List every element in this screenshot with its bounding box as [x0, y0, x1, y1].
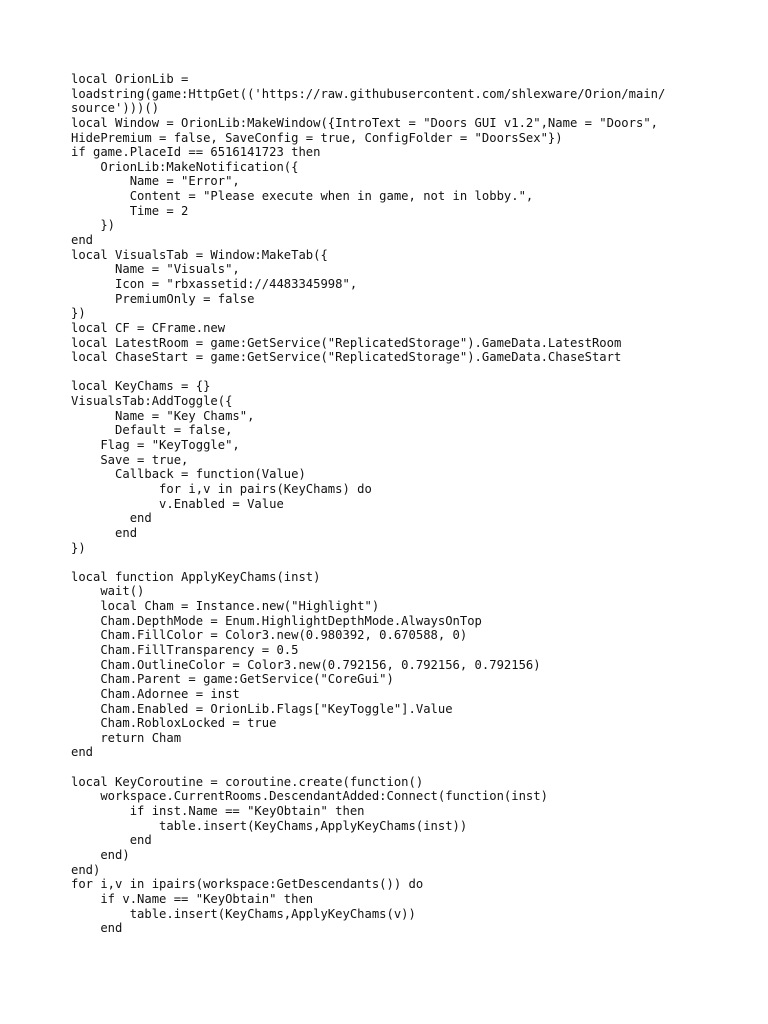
code-line: Cham.Parent = game:GetService("CoreGui") [71, 672, 394, 687]
code-line [71, 760, 731, 775]
code-line: Time = 2 [71, 203, 189, 218]
code-line: v.Enabled = Value [71, 496, 284, 511]
code-line: table.insert(KeyChams,ApplyKeyChams(v)) [71, 906, 416, 921]
code-line: end [71, 233, 94, 248]
code-line [71, 555, 731, 570]
code-line: local CF = CFrame.new [71, 320, 226, 335]
code-line: PremiumOnly = false [71, 291, 255, 306]
code-line: source')))() [71, 101, 160, 116]
code-line: end [71, 833, 152, 848]
code-line: Cham.Enabled = OrionLib.Flags["KeyToggle"].Value [71, 701, 453, 716]
code-line: Name = "Key Chams", [71, 408, 255, 423]
code-line: Cham.RobloxLocked = true [71, 716, 277, 731]
code-line: Flag = "KeyToggle", [71, 438, 240, 453]
code-line: HidePremium = false, SaveConfig = true, ConfigFolder = "DoorsSex"}) [71, 130, 563, 145]
code-line: return Cham [71, 730, 182, 745]
code-line: }) [71, 218, 116, 233]
code-line: local VisualsTab = Window:MakeTab({ [71, 247, 328, 262]
code-line: workspace.CurrentRooms.DescendantAdded:Connect(function(inst) [71, 789, 548, 804]
code-line: }) [71, 540, 86, 555]
code-line: local LatestRoom = game:GetService("ReplicatedStorage").GameData.LatestRoom [71, 335, 622, 350]
code-line: table.insert(KeyChams,ApplyKeyChams(inst)) [71, 818, 468, 833]
code-line: local KeyChams = {} [71, 379, 211, 394]
code-line: Cham.Adornee = inst [71, 686, 240, 701]
code-line: Cham.DepthMode = Enum.HighlightDepthMode.AlwaysOnTop [71, 613, 482, 628]
code-line: wait() [71, 584, 145, 599]
code-line: Save = true, [71, 452, 189, 467]
code-line: Cham.OutlineColor = Color3.new(0.792156, 0.792156, 0.792156) [71, 657, 541, 672]
code-line: end [71, 745, 94, 760]
code-line: local KeyCoroutine = coroutine.create(function() [71, 774, 424, 789]
code-line: local OrionLib = [71, 72, 189, 86]
code-line: Name = "Visuals", [71, 262, 240, 277]
code-line: for i,v in ipairs(workspace:GetDescendants()) do [71, 877, 424, 892]
code-line: }) [71, 306, 86, 321]
code-line: Callback = function(Value) [71, 467, 306, 482]
code-line: Cham.FillTransparency = 0.5 [71, 642, 299, 657]
code-line: Default = false, [71, 423, 233, 438]
code-line: VisualsTab:AddToggle({ [71, 394, 233, 409]
code-line: Icon = "rbxassetid://4483345998", [71, 276, 358, 291]
code-line: local Window = OrionLib:MakeWindow({IntroText = "Doors GUI v1.2",Name = "Doors", [71, 115, 658, 130]
code-line: Cham.FillColor = Color3.new(0.980392, 0.670588, 0) [71, 628, 468, 643]
code-line: if game.PlaceId == 6516141723 then [71, 145, 321, 160]
code-line: if v.Name == "KeyObtain" then [71, 891, 314, 906]
code-line: end [71, 921, 123, 936]
code-line: Content = "Please execute when in game, not in lobby.", [71, 189, 534, 204]
code-line: end) [71, 847, 130, 862]
code-block [71, 72, 731, 936]
code-line: Name = "Error", [71, 174, 240, 189]
code-line: local function ApplyKeyChams(inst) [71, 569, 321, 584]
code-line: end [71, 525, 138, 540]
code-line [71, 365, 731, 380]
code-line: end) [71, 862, 101, 877]
code-line: local ChaseStart = game:GetService("ReplicatedStorage").GameData.ChaseStart [71, 350, 622, 365]
code-line: OrionLib:MakeNotification({ [71, 159, 299, 174]
code-line: end [71, 511, 152, 526]
code-line: for i,v in pairs(KeyChams) do [71, 481, 372, 496]
code-line: loadstring(game:HttpGet(('https://raw.githubusercontent.com/shlexware/Orion/main/ [71, 86, 666, 101]
code-line: local Cham = Instance.new("Highlight") [71, 599, 380, 614]
code-line: if inst.Name == "KeyObtain" then [71, 804, 365, 819]
